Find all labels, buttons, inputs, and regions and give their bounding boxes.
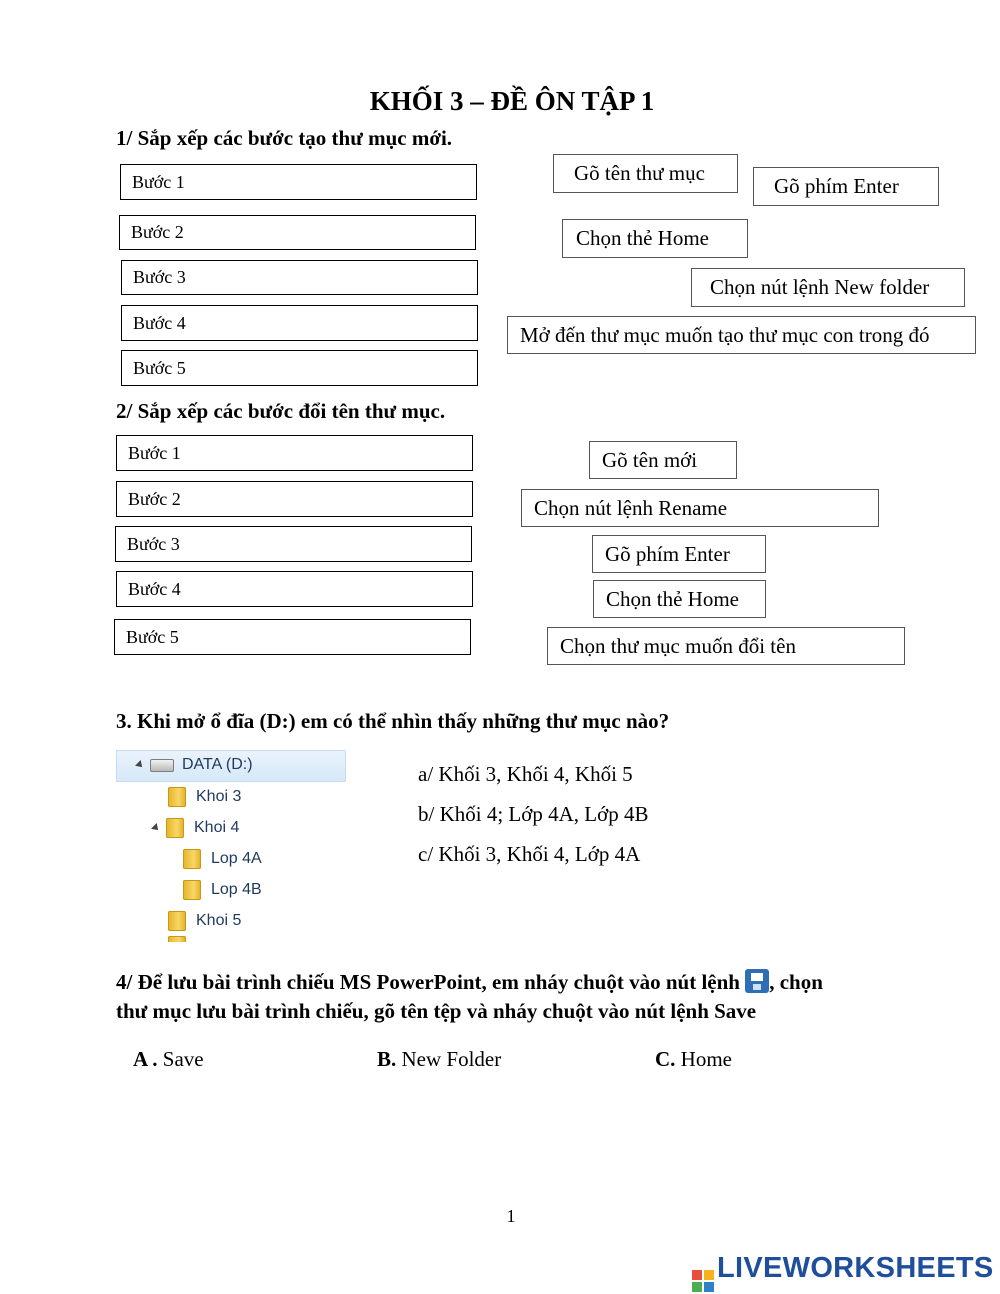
q1-heading: 1/ Sắp xếp các bước tạo thư mục mới. bbox=[116, 126, 453, 150]
q1-answer-card[interactable]: Gõ tên thư mục bbox=[553, 154, 738, 193]
liveworksheets-logo[interactable] bbox=[692, 1252, 994, 1292]
q1-answer-card[interactable]: Gõ phím Enter bbox=[753, 167, 939, 206]
q4-choice-c[interactable] bbox=[655, 1047, 732, 1072]
q4-choice-b[interactable] bbox=[377, 1047, 501, 1072]
folder-icon bbox=[183, 880, 201, 900]
page-title: KHỐI 3 – ĐỀ ÔN TẬP 1 bbox=[369, 86, 655, 116]
brand-text: LIVEWORKSHEETS bbox=[717, 1252, 994, 1284]
expand-arrow-icon bbox=[135, 760, 145, 770]
tree-node-folder bbox=[152, 818, 239, 838]
tree-label: Lop 4B bbox=[211, 881, 262, 898]
q2-answer-card[interactable]: Gõ phím Enter bbox=[592, 535, 766, 573]
tree-label: Lop 4A bbox=[211, 850, 262, 867]
choice-letter: C. bbox=[655, 1047, 676, 1071]
q2-heading: 2/ Sắp xếp các bước đổi tên thư mục. bbox=[116, 399, 446, 423]
tree-node-folder bbox=[168, 911, 241, 931]
q4-choice-a[interactable] bbox=[133, 1047, 204, 1072]
tree-node-folder bbox=[168, 787, 241, 807]
q1-answer-card[interactable]: Chọn thẻ Home bbox=[562, 219, 748, 258]
q1-step-slot[interactable]: Bước 5 bbox=[121, 350, 478, 386]
q2-answer-card[interactable]: Chọn nút lệnh Rename bbox=[521, 489, 879, 527]
tree-label: DATA (D:) bbox=[182, 756, 253, 773]
logo-icon bbox=[692, 1270, 714, 1292]
q2-answer-card[interactable]: Gõ tên mới bbox=[589, 441, 737, 479]
q4-text-before-icon: 4/ Để lưu bài trình chiếu MS PowerPoint, em nháy chuột vào nút lệnh bbox=[116, 970, 740, 994]
tree-node-folder bbox=[183, 880, 262, 900]
q2-step-slot[interactable]: Bước 4 bbox=[116, 571, 473, 607]
choice-text: Save bbox=[162, 1047, 204, 1071]
tree-node-drive bbox=[136, 756, 253, 774]
q3-option-b[interactable]: b/ Khối 4; Lớp 4A, Lớp 4B bbox=[418, 802, 649, 826]
q1-step-slot[interactable]: Bước 1 bbox=[120, 164, 477, 200]
q3-option-c[interactable]: c/ Khối 3, Khối 4, Lớp 4A bbox=[418, 842, 641, 866]
q2-answer-card[interactable]: Chọn thư mục muốn đổi tên bbox=[547, 627, 905, 665]
folder-icon bbox=[168, 911, 186, 931]
q2-answer-card[interactable]: Chọn thẻ Home bbox=[593, 580, 766, 618]
tree-node-partial bbox=[168, 936, 196, 942]
save-icon bbox=[745, 969, 769, 993]
q2-step-slot[interactable]: Bước 3 bbox=[115, 526, 472, 562]
page-number: 1 bbox=[506, 1206, 516, 1226]
choice-letter: B. bbox=[377, 1047, 397, 1071]
q4-question-line2: thư mục lưu bài trình chiếu, gõ tên tệp và nháy chuột vào nút lệnh Save bbox=[116, 999, 757, 1023]
q1-answer-card[interactable]: Chọn nút lệnh New folder bbox=[691, 268, 965, 307]
folder-tree-screenshot bbox=[116, 750, 346, 942]
q1-step-slot[interactable]: Bước 4 bbox=[121, 305, 478, 341]
folder-icon bbox=[168, 787, 186, 807]
choice-text: New Folder bbox=[401, 1047, 502, 1071]
tree-label: Khoi 4 bbox=[194, 819, 240, 836]
folder-icon bbox=[166, 818, 184, 838]
tree-node-folder bbox=[183, 849, 262, 869]
q4-text-after-icon: , chọn bbox=[769, 970, 823, 994]
q3-option-a[interactable]: a/ Khối 3, Khối 4, Khối 5 bbox=[418, 762, 633, 786]
tree-label: Khoi 5 bbox=[196, 912, 242, 929]
q2-step-slot[interactable]: Bước 1 bbox=[116, 435, 473, 471]
drive-icon bbox=[150, 759, 174, 772]
tree-label: Khoi 3 bbox=[196, 788, 242, 805]
q2-step-slot[interactable]: Bước 5 bbox=[114, 619, 471, 655]
folder-icon bbox=[168, 936, 186, 942]
expand-arrow-icon bbox=[151, 823, 161, 833]
q3-heading: 3. Khi mở ổ đĩa (D:) em có thể nhìn thấy những thư mục nào? bbox=[116, 709, 670, 733]
q1-step-slot[interactable]: Bước 3 bbox=[121, 260, 478, 295]
q4-question-line1 bbox=[116, 969, 823, 995]
q1-step-slot[interactable]: Bước 2 bbox=[119, 215, 476, 250]
choice-letter: A . bbox=[133, 1047, 158, 1071]
folder-icon bbox=[183, 849, 201, 869]
q2-step-slot[interactable]: Bước 2 bbox=[116, 481, 473, 517]
choice-text: Home bbox=[680, 1047, 732, 1071]
q1-answer-card[interactable]: Mở đến thư mục muốn tạo thư mục con trong đó bbox=[507, 316, 976, 354]
